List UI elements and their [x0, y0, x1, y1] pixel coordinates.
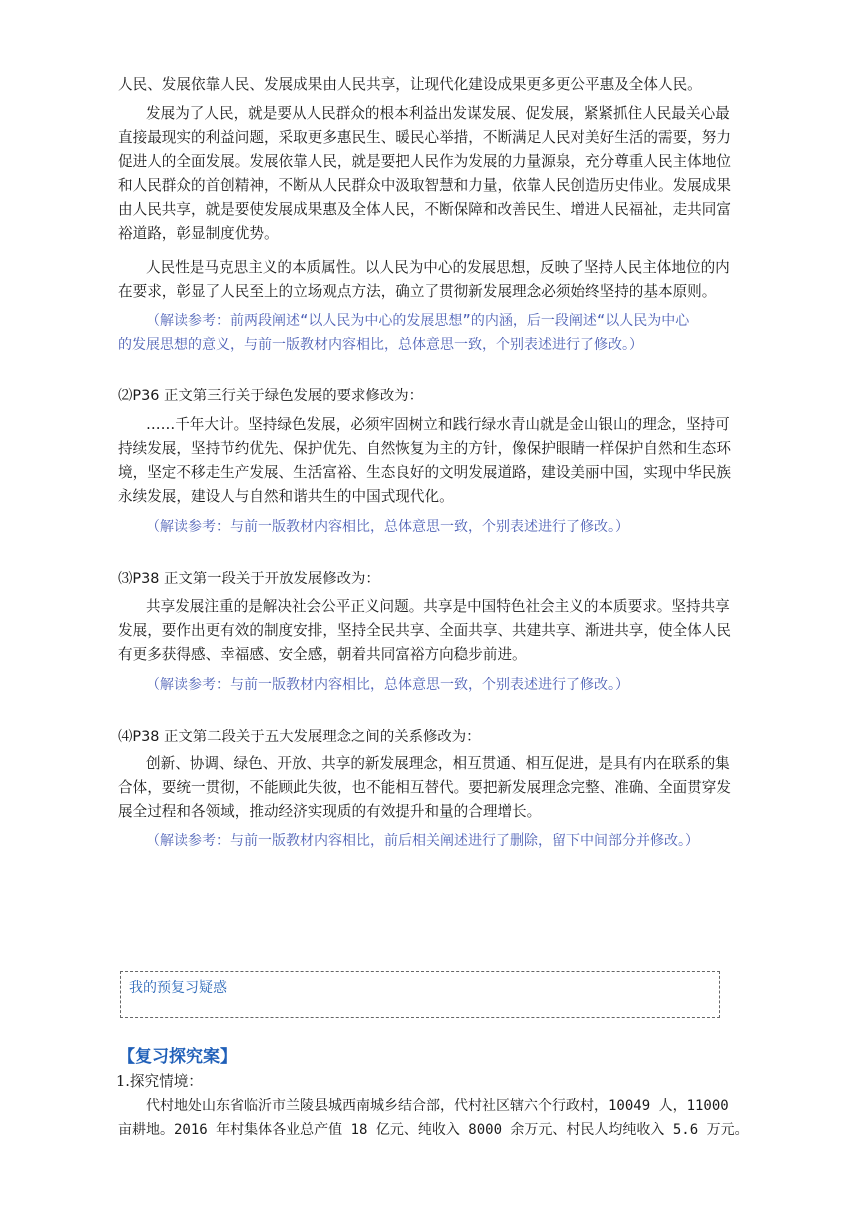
paragraph-line: 合体，要统一贯彻，不能顾此失彼，也不能相互替代。要把新发展理念完整、准确、全面贯穿发 — [118, 779, 731, 796]
section-heading: ⑶P38 正文第一段关于开放发展修改为： — [118, 571, 380, 587]
section-heading: ⑵P36 正文第三行关于绿色发展的要求修改为： — [118, 388, 423, 404]
paragraph-line: 由人民共享，就是要使发展成果惠及全体人民，不断保障和改善民生、增进人民福祉，走共同富 — [118, 201, 731, 218]
paragraph-line: 直接最现实的利益问题，采取更多惠民生、暖民心举措，不断满足人民对美好生活的需要，努力 — [118, 129, 731, 146]
paragraph-line: 裕道路，彰显制度优势。 — [118, 225, 279, 242]
commentary-note: （解读参考：与前一版教材内容相比，总体意思一致，个别表述进行了修改。） — [146, 519, 629, 535]
section-heading: ⑷P38 正文第二段关于五大发展理念之间的关系修改为： — [118, 729, 481, 745]
doubt-notes-label: 我的预复习疑惑 — [129, 980, 227, 996]
paragraph-line: 代村地处山东省临沂市兰陵县城西南城乡结合部，代村社区辖六个行政村，10049 人，11000 — [146, 1098, 729, 1114]
paragraph-line: 人民性是马克思主义的本质属性。以人民为中心的发展思想，反映了坚持人民主体地位的内 — [146, 259, 730, 276]
paragraph-line: 促进人的全面发展。发展依靠人民，就是要把人民作为发展的力量源泉，充分尊重人民主体地位 — [118, 153, 731, 170]
paragraph-line: 人民、发展依靠人民、发展成果由人民共享，让现代化建设成果更多更公平惠及全体人民。 — [118, 76, 702, 93]
paragraph-line: 和人民群众的首创精神，不断从人民群众中汲取智慧和力量，依靠人民创造历史伟业。发展成果 — [118, 177, 731, 194]
review-section-title: 【复习探究案】 — [118, 1047, 237, 1067]
paragraph-line: 发展为了人民，就是要从人民群众的根本利益出发谋发展、促发展，紧紧抓住人民最关心最 — [146, 105, 730, 122]
paragraph-line: 永续发展，建设人与自然和谐共生的中国式现代化。 — [118, 488, 454, 505]
paragraph-line: 共享发展注重的是解决社会公平正义问题。共享是中国特色社会主义的本质要求。坚持共享 — [146, 598, 730, 615]
commentary-note: 的发展思想的意义，与前一版教材内容相比，总体意思一致，个别表述进行了修改。） — [118, 337, 643, 353]
commentary-note: （解读参考：前两段阐述“以人民为中心的发展思想”的内涵，后一段阐述“以人民为中心 — [146, 313, 690, 329]
paragraph-line: 亩耕地。2016 年村集体各业总产值 18 亿元、纯收入 8000 余万元、村民人均纯收入 5.6 万元。 — [118, 1122, 749, 1138]
paragraph-line: 创新、协调、绿色、开放、共享的新发展理念，相互贯通、相互促进，是具有内在联系的集 — [146, 755, 730, 772]
item-label: 1.探究情境： — [116, 1073, 203, 1090]
paragraph-line: 展全过程和各领域，推动经济实现质的有效提升和量的合理增长。 — [118, 803, 542, 820]
paragraph-line: ……千年大计。坚持绿色发展，必须牢固树立和践行绿水青山就是金山银山的理念，坚持可 — [146, 416, 730, 433]
doubt-notes-box[interactable] — [120, 971, 720, 1018]
paragraph-line: 境，坚定不移走生产发展、生活富裕、生态良好的文明发展道路，建设美丽中国，实现中华民族 — [118, 464, 731, 481]
commentary-note: （解读参考：与前一版教材内容相比，总体意思一致，个别表述进行了修改。） — [146, 677, 629, 693]
paragraph-line: 发展，要作出更有效的制度安排，坚持全民共享、全面共享、共建共享、渐进共享，使全体人民 — [118, 622, 731, 639]
paragraph-line: 在要求，彰显了人民至上的立场观点方法，确立了贯彻新发展理念必须始终坚持的基本原则。 — [118, 283, 717, 300]
paragraph-line: 持续发展，坚持节约优先、保护优先、自然恢复为主的方针，像保护眼睛一样保护自然和生态环 — [118, 440, 731, 457]
paragraph-line: 有更多获得感、幸福感、安全感，朝着共同富裕方向稳步前进。 — [118, 646, 527, 663]
commentary-note: （解读参考：与前一版教材内容相比，前后相关阐述进行了删除，留下中间部分并修改。） — [146, 833, 699, 849]
